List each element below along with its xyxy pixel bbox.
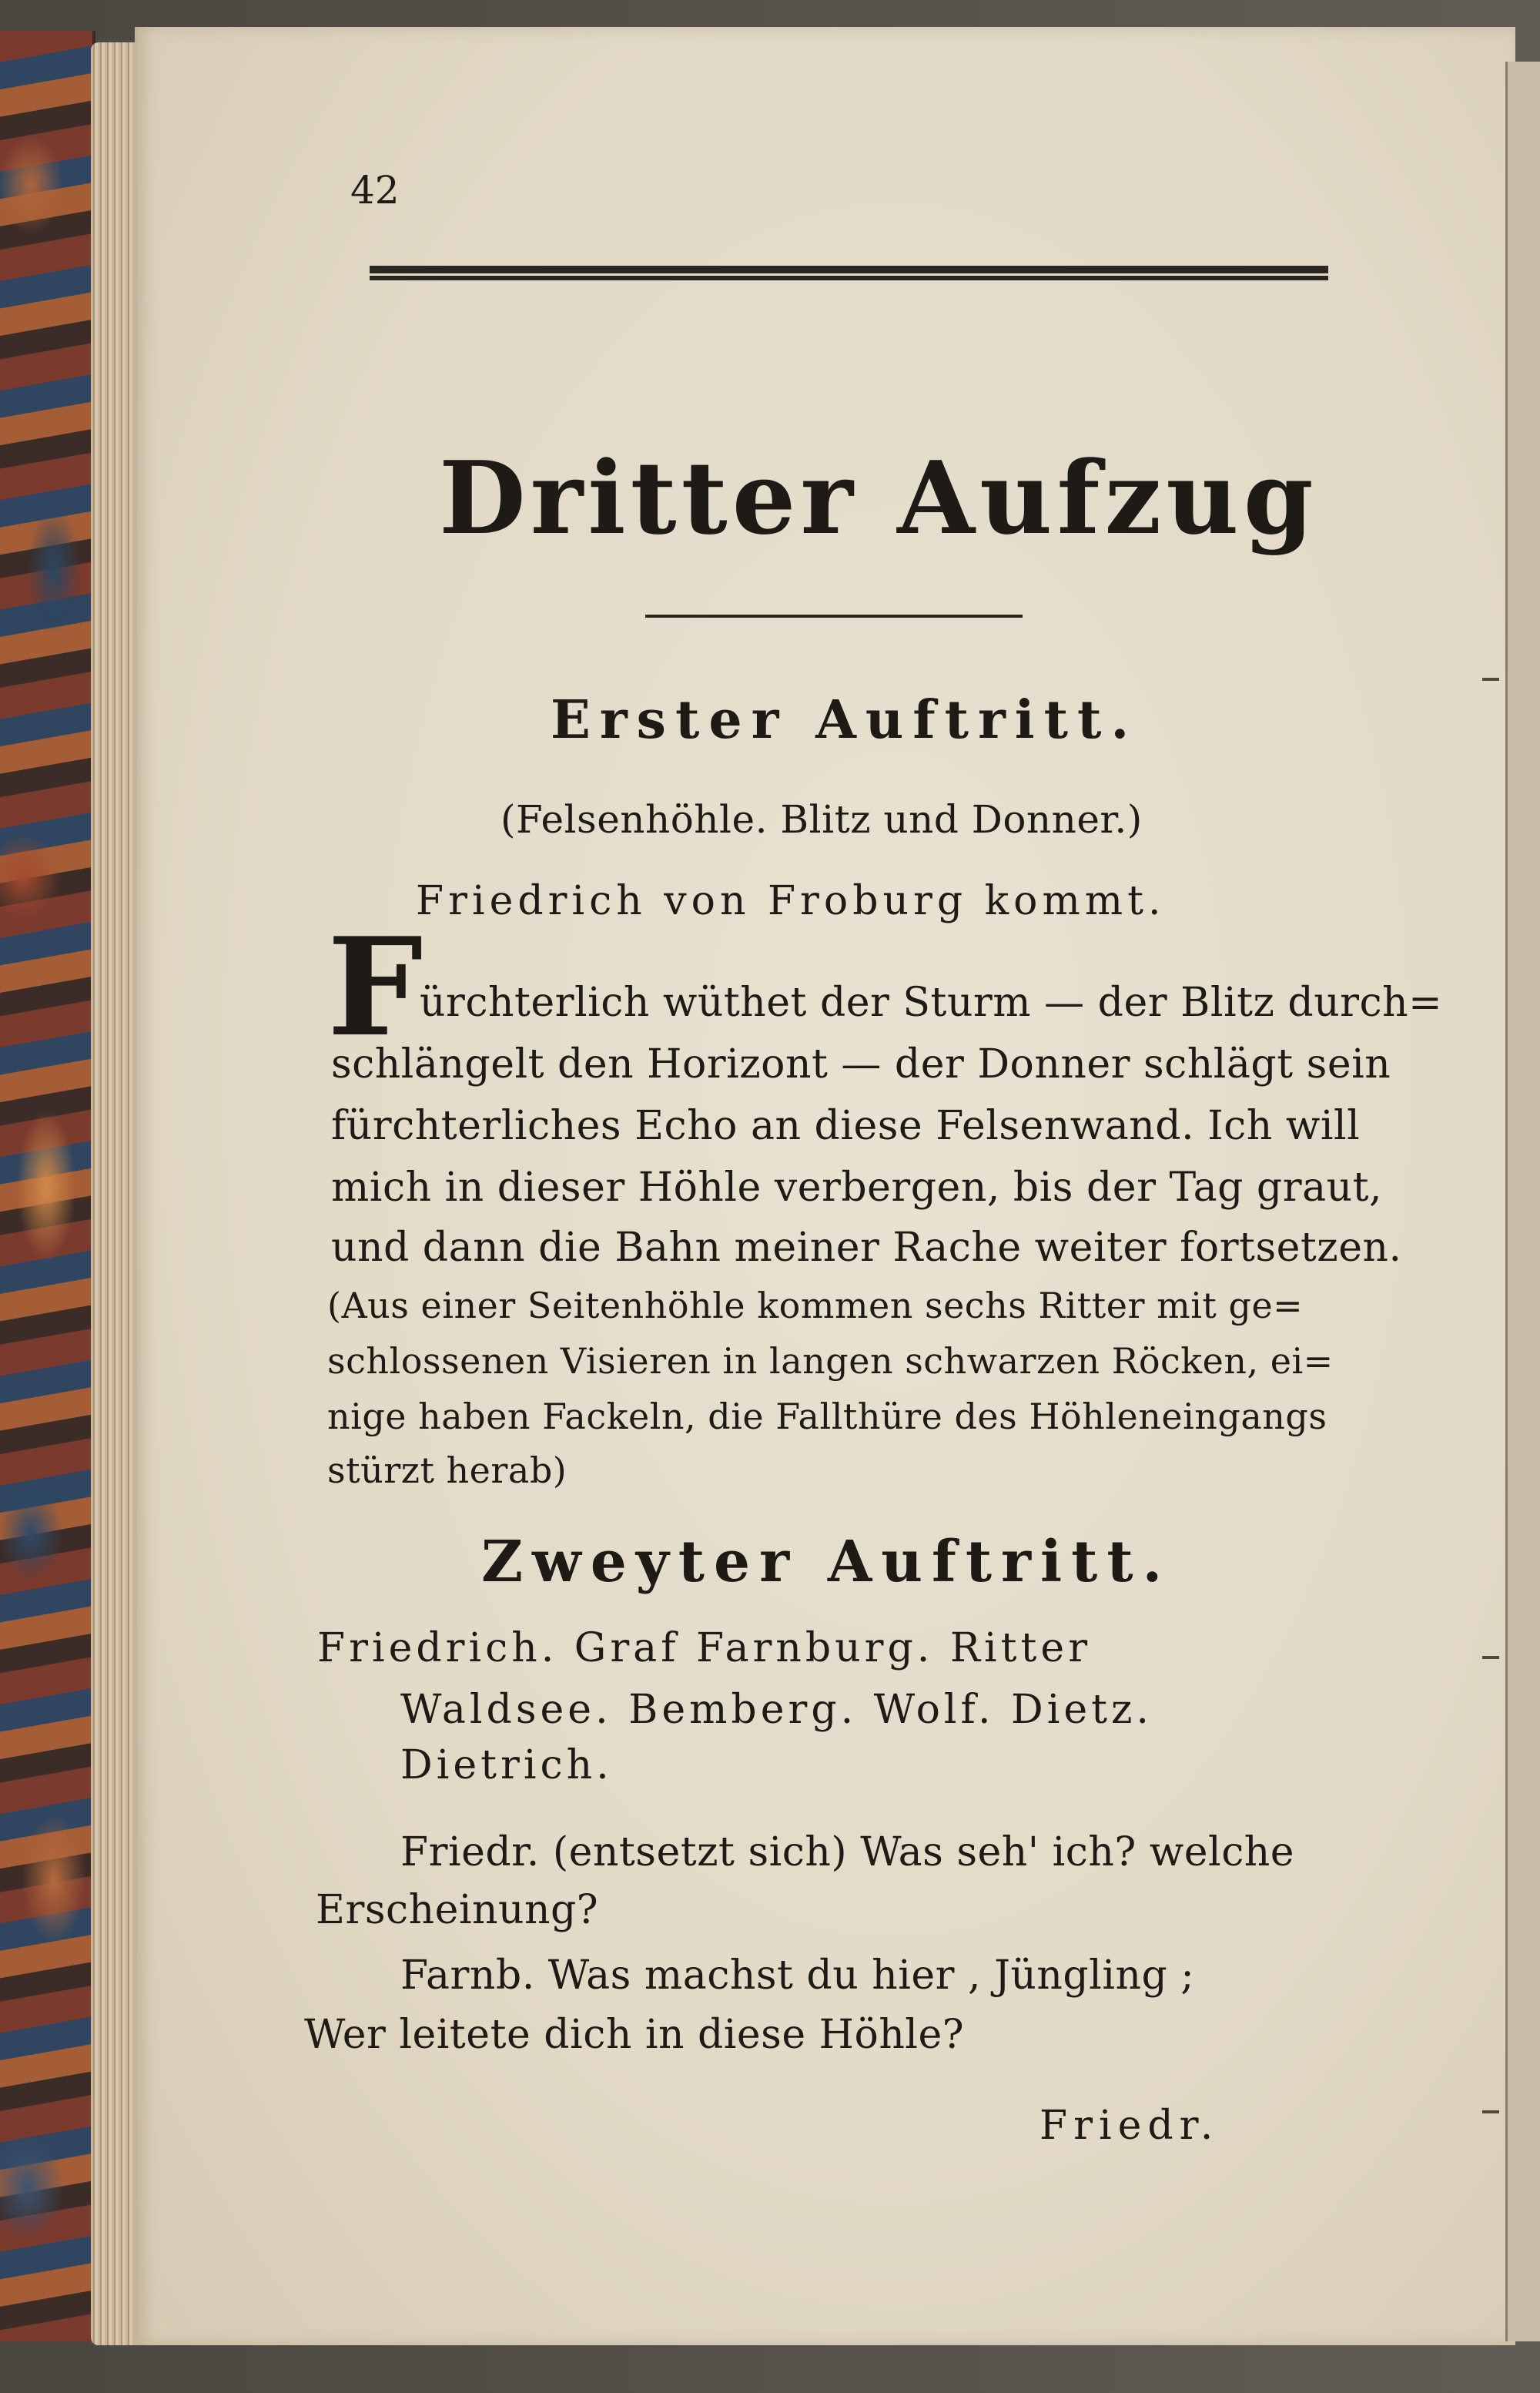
header-rule — [370, 266, 1328, 276]
dialogue-line: Erscheinung? — [316, 1887, 599, 1933]
text-line: ürchterlich wüthet der Sturm — der Blitz durch= — [420, 980, 1443, 1026]
title-rule — [645, 615, 1023, 618]
text-line: fürchterliches Echo an diese Felsenwand. Ich will — [331, 1103, 1361, 1149]
cast-list: Waldsee. Bemberg. Wolf. Dietz. — [400, 1687, 1153, 1733]
next-leaf-edge — [1505, 62, 1540, 2341]
text-line: stürzt herab) — [327, 1450, 567, 1491]
page-number: 42 — [350, 168, 400, 213]
text-line: schlossenen Visieren in langen schwarzen Röcken, ei= — [327, 1340, 1334, 1382]
cast-list: Dietrich. — [400, 1742, 613, 1788]
text-line: und dann die Bahn meiner Rache weiter fortsetzen. — [331, 1225, 1402, 1271]
binding-stitch — [1482, 678, 1499, 681]
text-line: nige haben Fackeln, die Fallthüre des Höhleneingangs — [327, 1396, 1327, 1437]
marbled-cover — [0, 31, 95, 2341]
dialogue-line: Wer leitete dich in diese Höhle? — [304, 2012, 965, 2058]
text-line: (Aus einer Seitenhöhle kommen sechs Ritter mit ge= — [327, 1285, 1304, 1326]
act-title: Dritter Aufzug — [439, 439, 1318, 557]
stage-direction: (Felsenhöhle. Blitz und Donner.) — [500, 797, 1143, 842]
dialogue-line: Friedr. (entsetzt sich) Was seh' ich? welche — [400, 1829, 1295, 1875]
text-line: mich in dieser Höhle verbergen, bis der Tag graut, — [331, 1165, 1382, 1211]
cast-list: Friedrich. Graf Farnburg. Ritter — [317, 1625, 1092, 1671]
entrance-line: Friedrich von Froburg kommt. — [416, 878, 1166, 924]
binding-stitch — [1482, 1656, 1499, 1659]
binding-stitch — [1482, 2110, 1499, 2113]
scene-heading: Zweyter Auftritt. — [481, 1529, 1172, 1595]
dialogue-line: Farnb. Was machst du hier , Jüngling ; — [400, 1952, 1195, 1999]
text-line: schlängelt den Horizont — der Donner schlägt sein — [331, 1041, 1391, 1088]
scene-heading: Erster Auftritt. — [551, 689, 1139, 751]
catchword: Friedr. — [1040, 2103, 1220, 2149]
drop-cap: F — [327, 909, 424, 1067]
